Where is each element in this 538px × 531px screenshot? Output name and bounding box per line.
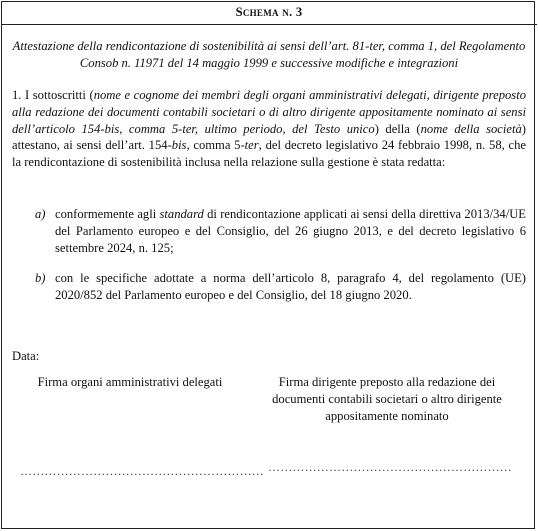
signature-line-right[interactable]: …………………………………………………… (268, 460, 512, 474)
para-text-4: , comma 5- (186, 138, 245, 153)
para-italic-1: nome e cognome dei membri degli organi amministrativi delegati, dirigente preposto alla redazione dei documenti contabili societari o di altro dirigente appositamente nominato ai sensi dell’articolo 154-bis, comma 5-ter, ultimo periodo, del Testo unico (12, 88, 526, 136)
title-divider (1, 24, 537, 25)
date-label: Data: (12, 349, 40, 363)
document-frame (1, 1, 535, 529)
list-marker-b: b) (35, 271, 46, 285)
document-subtitle: Attestazione della rendicontazione di sostenibilità ai sensi dell’art. 81-ter, comma 1, del Regolamento Consob n. 11971 del 14 maggio 1999 e successive modifiche e integrazioni (12, 39, 526, 70)
para-text-3: ) attestano, ai sensi dell’art. 154- (12, 121, 526, 153)
item-a-italic: standard (159, 207, 204, 221)
para-text-5: , del decreto legislativo 24 febbraio 1998, n. 58, che la rendicontazione di sostenibilità inclusa nella relazione sulla gestione è stata redatta: (12, 138, 526, 170)
list-text-a (55, 206, 526, 256)
list-item-b (35, 270, 526, 304)
para-text-1: 1. I sottoscritti ( (12, 88, 94, 102)
schema-title: Schema n. 3 (235, 5, 303, 19)
signature-label-right: Firma dirigente preposto alla redazione dei documenti contabili societari o altro dirigente appositamente nominato (272, 375, 502, 423)
list-marker-a: a) (35, 207, 46, 221)
main-paragraph (12, 87, 526, 171)
list-text-b: con le specifiche adottate a norma dell’articolo 8, paragrafo 4, del regolamento (UE) 2020/852 del Parlamento europeo e del Consiglio, del 18 giugno 2020. (55, 271, 526, 302)
list-item-a (35, 206, 526, 256)
signature-label-left: Firma organi amministrativi delegati (37, 375, 223, 389)
para-text-2: ) della ( (374, 121, 421, 136)
item-a-text-1: conformemente agli (55, 207, 160, 221)
para-italic-2: nome della società (420, 121, 522, 136)
signature-line-left[interactable]: …………………………………………………… (20, 464, 264, 478)
item-a-text-2: di rendicontazione applicati ai sensi della direttiva 2013/34/UE del Parlamento europeo e del Consiglio, del 26 giugno 2013, e del decreto legislativo 6 settembre 2024, n. 125; (55, 207, 526, 255)
para-italic-3: bis (171, 138, 187, 153)
para-italic-4: ter (244, 138, 259, 153)
